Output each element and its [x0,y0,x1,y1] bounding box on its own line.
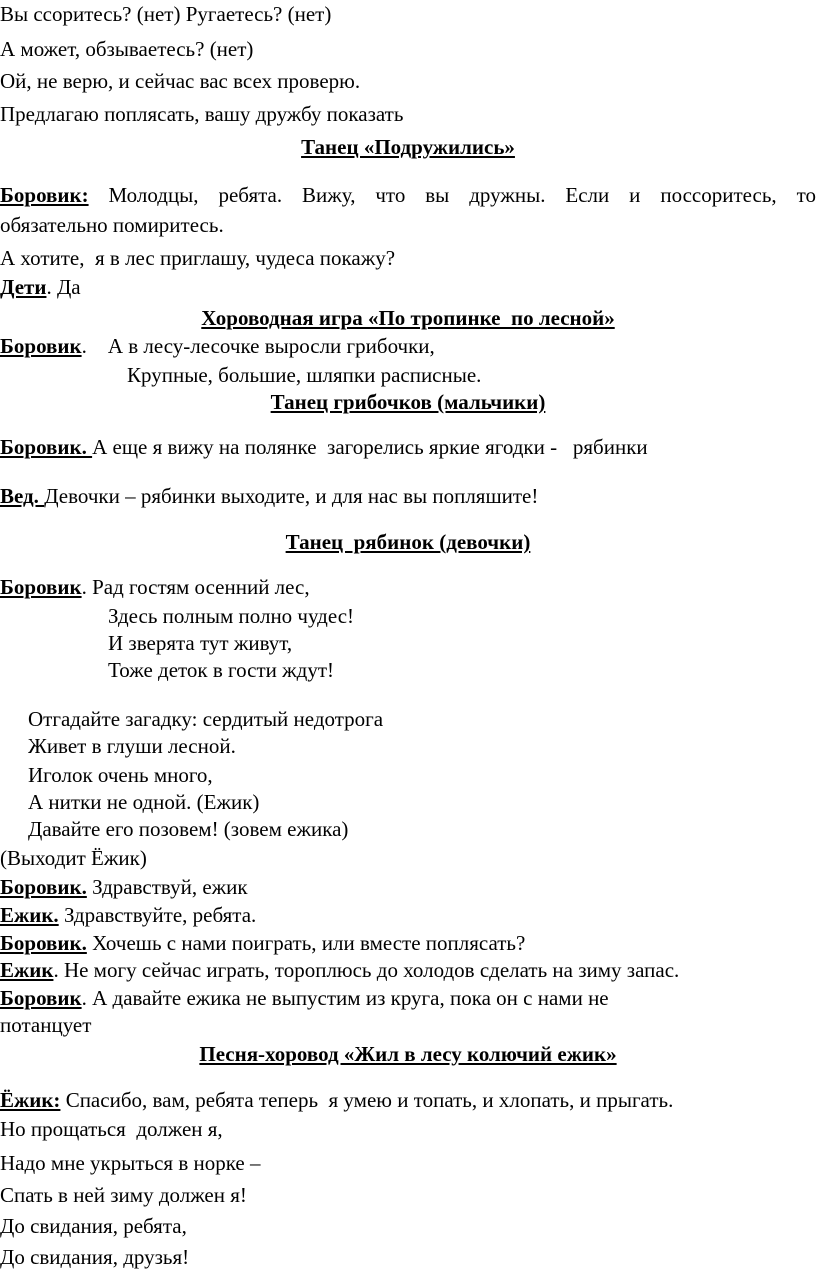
riddle-line: Иголок очень много, [28,763,213,787]
speaker-line [0,274,81,300]
text-line: Тоже деток в гости ждут! [108,658,335,682]
speaker-text: Здравствуйте, ребята. [58,903,257,927]
text-line: потанцует [0,1013,92,1037]
speaker-name: Боровик [0,575,82,599]
speaker-line [0,902,256,928]
speaker-line [0,574,310,600]
speaker-name: Ежик. [0,903,59,927]
poem-line: Спать в ней зиму должен я! [0,1183,247,1207]
riddle-line: Живет в глуши лесной. [28,734,236,758]
speaker-text: А еще я вижу на полянке загорелись яркие ягодки - рябинки [92,435,648,459]
speaker-name: Боровик [0,986,82,1010]
text-line: Ой, не верю, и сейчас вас всех проверю. [0,69,361,93]
riddle-line: А нитки не одной. (Ежик) [28,790,260,814]
speaker-name: Боровик: [0,183,89,207]
text-line: И зверята тут живут, [108,631,293,655]
speaker-text: Молодцы, ребята. Вижу, что вы дружны. Если и поссоритесь, то [88,183,816,207]
text-line: Крупные, большие, шляпки расписные. [127,363,482,387]
speaker-line [0,985,609,1011]
speaker-name: Ежик [0,958,54,982]
speaker-text: . Не могу сейчас играть, тороплюсь до холодов сделать на зиму запас. [53,958,680,982]
section-heading: Танец «Подружились» [301,135,515,159]
speaker-text: . А в лесу-лесочке выросли грибочки, [81,334,435,358]
speaker-text: . Да [46,275,81,299]
poem-line: До свидания, друзья! [0,1245,190,1269]
speaker-line [0,957,679,983]
speaker-line [0,333,435,359]
section-heading: Песня-хоровод «Жил в лесу колючий ежик» [199,1042,617,1066]
speaker-line [0,874,248,900]
text-line: Предлагаю поплясать, вашу дружбу показать [0,102,404,126]
text-line: А хотите, я в лес приглашу, чудеса покажу? [0,246,396,270]
section-heading: Танец рябинок (девочки) [285,530,531,554]
speaker-text: Спасибо, вам, ребята теперь я умею и топать, и хлопать, и прыгать. [60,1088,674,1112]
riddle-line: Отгадайте загадку: сердитый недотрога [28,707,384,731]
poem-line: Но прощаться должен я, [0,1117,223,1141]
text-line: (Выходит Ёжик) [0,846,147,870]
speaker-text: . Рад гостям осенний лес, [81,575,310,599]
speaker-name: Ёжик: [0,1088,61,1112]
poem-line: До свидания, ребята, [0,1214,187,1238]
speaker-text: . А давайте ежика не выпустим из круга, пока он с нами не [81,986,609,1010]
speaker-line [0,434,648,460]
text-line: Здесь полным полно чудес! [108,604,355,628]
speaker-name: Боровик. [0,875,87,899]
section-heading: Хороводная игра «По тропинке по лесной» [201,306,615,330]
speaker-text: Здравствуй, ежик [86,875,248,899]
riddle-line: Давайте его позовем! (зовем ежика) [28,817,349,841]
speaker-text: Хочешь с нами поиграть, или вместе поплясать? [86,931,526,955]
section-heading: Танец грибочков (мальчики) [270,390,546,414]
speaker-line [0,930,525,956]
text-line: А может, обзываетесь? (нет) [0,37,254,61]
speaker-line [0,1087,673,1113]
speaker-name: Вед. [0,484,45,508]
text-line: обязательно помиритесь. [0,213,224,237]
speaker-text: Девочки – рябинки выходите, и для нас вы попляшите! [44,484,539,508]
text-line: Вы ссоритесь? (нет) Ругаетесь? (нет) [0,2,332,26]
speaker-name: Дети [0,275,47,299]
speaker-name: Боровик [0,334,82,358]
poem-line: Надо мне укрыться в норке – [0,1151,261,1175]
speaker-name: Боровик. [0,931,87,955]
speaker-line [0,483,538,509]
speaker-line [0,182,816,208]
speaker-name: Боровик. [0,435,93,459]
